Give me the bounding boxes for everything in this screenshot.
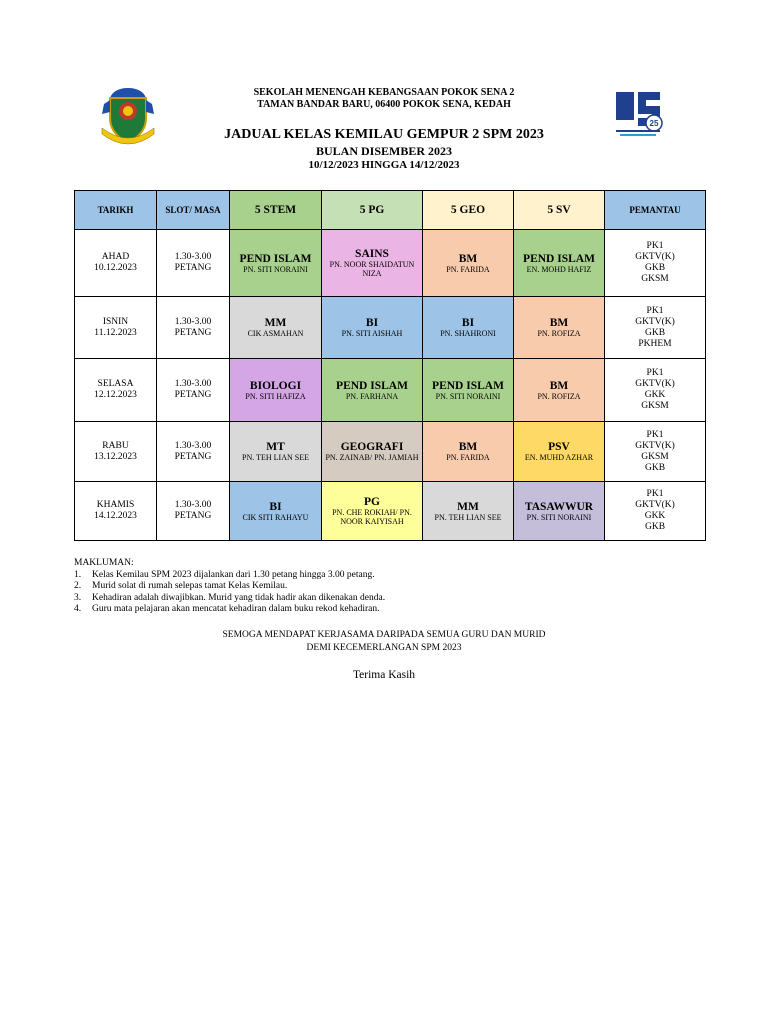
thanks-text: Terima Kasih [352,669,416,681]
pemantau-item: PK1 [646,429,664,440]
teacher-name: PN. SITI NORAINI [243,264,308,274]
slot-period: PETANG [174,511,212,521]
header-5pg: 5 PG [322,191,423,230]
class-cell-5pg [322,230,423,297]
class-cell-5sv [514,482,605,541]
pemantau-item: GKTV(K) [635,252,675,262]
pemantau-item: PK1 [646,368,664,378]
subject-name: PEND ISLAM [523,252,595,265]
day-name: ISNIN [102,316,129,327]
subject-name: MT [266,441,285,453]
date-cell [75,359,157,422]
pemantau-cell [605,230,706,297]
note-number: 4. [74,604,82,615]
note-number: 2. [74,581,82,592]
date-cell [75,422,157,482]
table-header-row [75,191,706,230]
notes-list [74,570,385,616]
slot-time: 1.30-3.00 [174,500,212,510]
slot-cell [157,297,230,359]
class-cell-5geo [423,230,514,297]
subject-name: BIOLOGI [249,379,302,392]
pemantau-cell [605,297,706,359]
teacher-name: EN. MOHD HAFIZ [526,264,592,274]
teacher-name: CIK ASMAHAN [247,329,304,338]
class-cell-5stem [230,482,322,541]
subject-name: SAINS [355,248,389,260]
header-pemantau: PEMANTAU [605,191,706,230]
class-cell-5pg [322,359,423,422]
pemantau-cell [605,482,706,541]
closing-line-2: DEMI KECEMERLANGAN SPM 2023 [306,643,462,653]
table-row [75,359,706,422]
pemantau-item: GKTV(K) [635,379,675,389]
pemantau-item: PKHEM [638,338,672,349]
pemantau-cell [605,422,706,482]
notes-section [74,558,385,616]
note-text: Murid solat di rumah selepas tamat Kelas Kemilau. [92,581,288,592]
teacher-name: PN. CHE ROKIAH/ PN. NOOR KAIYISAH [332,508,412,526]
day-date: 11.12.2023 [94,327,137,338]
teacher-name: PN. FARHANA [345,391,399,401]
table-row [75,422,706,482]
teacher-name: PN. FARIDA [446,264,490,274]
pemantau-item: GKSM [641,401,669,411]
header-5stem: 5 STEM [230,191,322,230]
teacher-name: PN. SITI HAFIZA [245,391,306,401]
note-text: Kehadiran adalah diwajibkan. Murid yang tidak hadir akan dikenakan denda. [92,592,386,603]
pemantau-item: GKSM [641,451,669,462]
pemantau-item: GKTV(K) [635,500,675,510]
day-date: 14.12.2023 [94,511,137,521]
pemantau-cell [605,359,706,422]
slot-cell [157,482,230,541]
slot-time: 1.30-3.00 [174,440,212,451]
table-row [75,482,706,541]
subject-name: PG [364,496,380,508]
notes-heading: MAKLUMAN: [74,558,134,568]
subject-name: PEND ISLAM [239,252,312,265]
subject-name: PEND ISLAM [432,379,504,392]
teacher-name: PN. ZAINAB/ PN. JAMIAH [325,453,419,462]
day-name: RABU [102,440,129,451]
month-subtitle: BULAN DISEMBER 2023 [315,144,453,158]
date-cell [75,482,157,541]
class-cell-5geo [423,297,514,359]
date-cell [75,297,157,359]
subject-name: BM [458,441,478,453]
subject-name: BM [458,252,478,265]
day-date: 12.12.2023 [94,390,137,400]
class-cell-5sv [514,422,605,482]
teacher-name: PN. SITI AISHAH [341,329,403,338]
day-date: 10.12.2023 [94,263,137,273]
subject-name: BM [549,317,569,329]
header-5sv: 5 SV [514,191,605,230]
class-cell-5geo [423,482,514,541]
class-cell-5sv [514,230,605,297]
note-text: Guru mata pelajaran akan mencatat kehadiran dalam buku rekod kehadiran. [92,604,380,615]
pemantau-item: PK1 [646,241,664,251]
teacher-name: CIK SITI RAHAYU [242,512,309,522]
teacher-name: PN. TEH LIAN SEE [434,512,502,522]
class-cell-5stem [230,422,322,482]
school-address: TAMAN BANDAR BARU, 06400 POKOK SENA, KEDAH [257,99,511,110]
class-cell-5stem [230,230,322,297]
class-cell-5sv [514,297,605,359]
note-number: 3. [74,592,82,603]
teacher-name: PN. SHAHRONI [440,329,496,338]
class-cell-5geo [423,359,514,422]
page-title: JADUAL KELAS KEMILAU GEMPUR 2 SPM 2023 [224,127,544,142]
school-name: SEKOLAH MENENGAH KEBANGSAAN POKOK SENA 2 [253,87,515,98]
slot-period: PETANG [174,451,212,462]
list-item [74,570,385,582]
subject-name: BM [549,379,569,392]
class-cell-5stem [230,297,322,359]
header-slot: SLOT/ MASA [157,191,230,230]
class-cell-5geo [423,422,514,482]
list-item [74,604,385,616]
table-row [75,230,706,297]
slot-period: PETANG [174,327,212,338]
header-tarikh: TARIKH [75,191,157,230]
subject-name: BI [365,317,379,329]
class-cell-5sv [514,359,605,422]
list-item [74,581,385,593]
schedule-table [74,190,706,541]
subject-name: GEOGRAFI [340,441,404,453]
pemantau-item: GKB [644,462,666,473]
subject-name: BI [269,500,282,513]
subject-name: MM [457,500,479,513]
subject-name: PSV [548,441,570,453]
class-cell-5pg [322,482,423,541]
teacher-name: PN. SITI NORAINI [435,391,501,401]
date-cell [75,230,157,297]
pemantau-item: PK1 [646,489,664,499]
slot-time: 1.30-3.00 [174,252,212,262]
teacher-name: PN. FARIDA [446,453,490,462]
teacher-name: PN. ROFIZA [537,391,581,401]
teacher-name: PN. ROFIZA [537,329,581,338]
class-cell-5pg [322,297,423,359]
day-name: SELASA [97,379,134,389]
teacher-name: PN. NOOR SHAIDATUN NIZA [329,260,415,278]
teacher-name: PN. TEH LIAN SEE [242,453,309,462]
day-date: 13.12.2023 [94,451,137,462]
pemantau-item: GKK [644,390,666,400]
pemantau-item: GKB [644,327,666,338]
slot-time: 1.30-3.00 [174,316,212,327]
slot-time: 1.30-3.00 [174,379,212,389]
pemantau-item: GKSM [641,274,669,284]
pemantau-item: GKB [644,263,666,273]
pemantau-item: GKB [644,522,666,532]
subject-name: MM [264,317,287,329]
list-item [74,593,385,605]
closing-line-1: SEMOGA MENDAPAT KERJASAMA DARIPADA SEMUA GURU DAN MURID [222,630,546,640]
slot-cell [157,230,230,297]
slot-period: PETANG [174,390,212,400]
note-text: Kelas Kemilau SPM 2023 dijalankan dari 1.30 petang hingga 3.00 petang. [92,569,375,580]
pemantau-item: GKK [644,511,666,521]
note-number: 1. [74,569,82,580]
pemantau-item: GKTV(K) [635,316,675,327]
logo-number: 25 [649,119,659,128]
slot-cell [157,422,230,482]
pemantau-item: PK1 [646,305,664,316]
table-row [75,297,706,359]
teacher-name: EN. MUHD AZHAR [524,453,594,462]
teacher-name: PN. SITI NORAINI [526,512,592,522]
pemantau-item: GKTV(K) [635,440,675,451]
day-name: KHAMIS [96,500,135,510]
subject-name: TASAWWUR [524,500,594,513]
class-cell-5stem [230,359,322,422]
subject-name: BI [461,317,475,329]
slot-cell [157,359,230,422]
subject-name: PEND ISLAM [336,379,408,392]
header-5geo: 5 GEO [423,191,514,230]
date-range: 10/12/2023 HINGGA 14/12/2023 [308,159,460,171]
class-cell-5pg [322,422,423,482]
slot-period: PETANG [174,263,212,273]
day-name: AHAD [101,252,130,262]
